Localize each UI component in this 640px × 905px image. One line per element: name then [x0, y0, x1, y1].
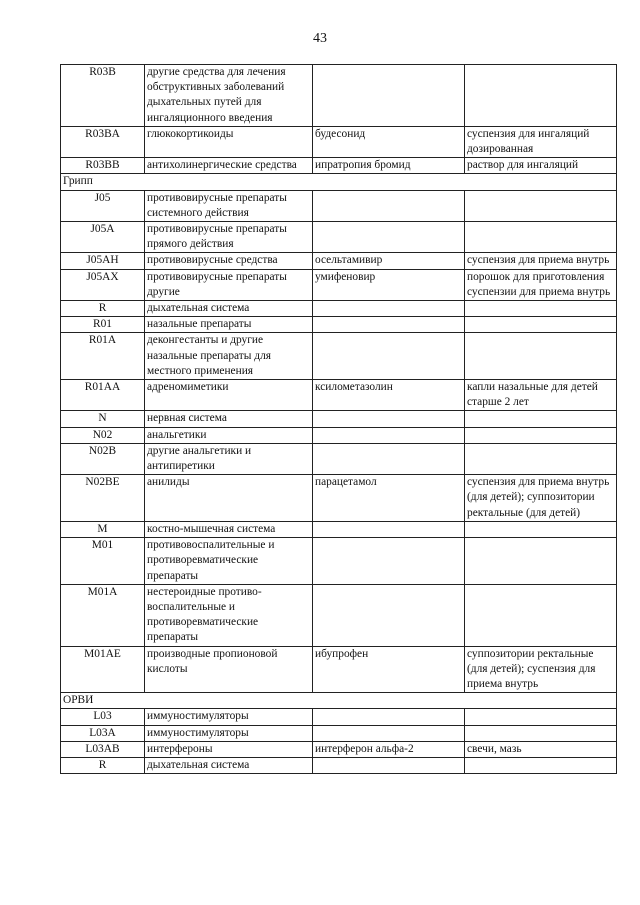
dosage-form-cell — [465, 757, 617, 773]
group-name-cell: противовирусные средства — [145, 253, 313, 269]
group-name-cell: назальные препараты — [145, 317, 313, 333]
drug-table — [60, 64, 617, 774]
dosage-form-cell: раствор для ингаляций — [465, 158, 617, 174]
atc-code-cell: J05 — [61, 190, 145, 221]
group-name-cell: нервная система — [145, 411, 313, 427]
drug-name-cell — [313, 443, 465, 474]
dosage-form-cell: суспензия для ингаляций дозированная — [465, 126, 617, 157]
dosage-form-cell — [465, 333, 617, 380]
atc-code-cell: N02 — [61, 427, 145, 443]
group-name-cell: анальгетики — [145, 427, 313, 443]
atc-code-cell: R03BA — [61, 126, 145, 157]
table-row — [61, 427, 617, 443]
atc-code-cell: J05AX — [61, 269, 145, 300]
drug-name-cell — [313, 521, 465, 537]
atc-code-cell: L03AB — [61, 741, 145, 757]
group-name-cell: иммуностимуляторы — [145, 725, 313, 741]
drug-name-cell — [313, 725, 465, 741]
drug-name-cell — [313, 65, 465, 127]
dosage-form-cell: суспензия для приема внутрь — [465, 253, 617, 269]
table-row — [61, 741, 617, 757]
atc-code-cell: N — [61, 411, 145, 427]
atc-code-cell: R03B — [61, 65, 145, 127]
group-name-cell: дыхательная система — [145, 757, 313, 773]
group-name-cell: глюкокортикоиды — [145, 126, 313, 157]
group-name-cell: противовирусные препараты другие — [145, 269, 313, 300]
dosage-form-cell: суспензия для приема внутрь (для детей); суппозитории ректальные (для детей) — [465, 475, 617, 522]
drug-name-cell: будесонид — [313, 126, 465, 157]
atc-code-cell: N02BE — [61, 475, 145, 522]
dosage-form-cell — [465, 190, 617, 221]
atc-code-cell: M01A — [61, 584, 145, 646]
atc-code-cell: L03 — [61, 709, 145, 725]
group-name-cell: противовирусные препараты системного действия — [145, 190, 313, 221]
table-row — [61, 584, 617, 646]
table-row — [61, 301, 617, 317]
dosage-form-cell — [465, 521, 617, 537]
table-row — [61, 411, 617, 427]
dosage-form-cell — [465, 709, 617, 725]
group-name-cell: дыхательная система — [145, 301, 313, 317]
atc-code-cell: R01 — [61, 317, 145, 333]
drug-name-cell: интерферон альфа-2 — [313, 741, 465, 757]
drug-name-cell — [313, 333, 465, 380]
drug-name-cell — [313, 411, 465, 427]
drug-name-cell — [313, 190, 465, 221]
table-row — [61, 380, 617, 411]
atc-code-cell: M01AE — [61, 646, 145, 693]
atc-code-cell: R03BB — [61, 158, 145, 174]
section-row — [61, 174, 617, 190]
group-name-cell: интерфероны — [145, 741, 313, 757]
table-row — [61, 538, 617, 585]
dosage-form-cell: суппозитории ректальные (для детей); суспензия для приема внутрь — [465, 646, 617, 693]
group-name-cell: другие анальгетики и антипиретики — [145, 443, 313, 474]
dosage-form-cell — [465, 301, 617, 317]
section-title: ОРВИ — [61, 693, 617, 709]
table-row — [61, 521, 617, 537]
group-name-cell: иммуностимуляторы — [145, 709, 313, 725]
group-name-cell: производные пропионовой кислоты — [145, 646, 313, 693]
dosage-form-cell — [465, 725, 617, 741]
drug-name-cell: ибупрофен — [313, 646, 465, 693]
group-name-cell: деконгестанты и другие назальные препараты для местного применения — [145, 333, 313, 380]
dosage-form-cell — [465, 222, 617, 253]
dosage-form-cell: свечи, мазь — [465, 741, 617, 757]
atc-code-cell: L03A — [61, 725, 145, 741]
table-row — [61, 757, 617, 773]
section-row — [61, 693, 617, 709]
group-name-cell: адреномиметики — [145, 380, 313, 411]
atc-code-cell: N02B — [61, 443, 145, 474]
table-row — [61, 317, 617, 333]
table-row — [61, 190, 617, 221]
page-number: 43 — [313, 31, 327, 46]
group-name-cell: антихолинергические средства — [145, 158, 313, 174]
table-row — [61, 725, 617, 741]
atc-code-cell: M — [61, 521, 145, 537]
table-body — [61, 65, 617, 774]
drug-name-cell — [313, 222, 465, 253]
group-name-cell: противовоспалительные и противоревматические препараты — [145, 538, 313, 585]
dosage-form-cell: порошок для приготовления суспензии для приема внутрь — [465, 269, 617, 300]
drug-name-cell: умифеновир — [313, 269, 465, 300]
group-name-cell: костно-мышечная система — [145, 521, 313, 537]
drug-name-cell — [313, 427, 465, 443]
table-row — [61, 269, 617, 300]
drug-name-cell: осельтамивир — [313, 253, 465, 269]
dosage-form-cell: капли назальные для детей старше 2 лет — [465, 380, 617, 411]
drug-name-cell — [313, 709, 465, 725]
group-name-cell: анилиды — [145, 475, 313, 522]
dosage-form-cell — [465, 427, 617, 443]
atc-code-cell: R — [61, 757, 145, 773]
dosage-form-cell — [465, 411, 617, 427]
drug-name-cell — [313, 757, 465, 773]
group-name-cell: противовирусные препараты прямого действия — [145, 222, 313, 253]
table-row — [61, 709, 617, 725]
drug-name-cell — [313, 301, 465, 317]
atc-code-cell: R01A — [61, 333, 145, 380]
drug-name-cell: парацетамол — [313, 475, 465, 522]
table-row — [61, 65, 617, 127]
drug-name-cell: ксилометазолин — [313, 380, 465, 411]
group-name-cell: нестероидные противо-воспалительные и противоревматические препараты — [145, 584, 313, 646]
dosage-form-cell — [465, 317, 617, 333]
atc-code-cell: J05AH — [61, 253, 145, 269]
table-row — [61, 333, 617, 380]
drug-name-cell — [313, 584, 465, 646]
atc-code-cell: R — [61, 301, 145, 317]
group-name-cell: другие средства для лечения обструктивных заболеваний дыхательных путей для ингаляционного введения — [145, 65, 313, 127]
table-row — [61, 475, 617, 522]
table-row — [61, 222, 617, 253]
drug-name-cell — [313, 317, 465, 333]
dosage-form-cell — [465, 538, 617, 585]
table-row — [61, 158, 617, 174]
dosage-form-cell — [465, 443, 617, 474]
dosage-form-cell — [465, 65, 617, 127]
table-row — [61, 646, 617, 693]
table-row — [61, 126, 617, 157]
table-row — [61, 253, 617, 269]
section-title: Грипп — [61, 174, 617, 190]
drug-name-cell: ипратропия бромид — [313, 158, 465, 174]
atc-code-cell: M01 — [61, 538, 145, 585]
atc-code-cell: R01AA — [61, 380, 145, 411]
drug-name-cell — [313, 538, 465, 585]
atc-code-cell: J05A — [61, 222, 145, 253]
dosage-form-cell — [465, 584, 617, 646]
table-row — [61, 443, 617, 474]
